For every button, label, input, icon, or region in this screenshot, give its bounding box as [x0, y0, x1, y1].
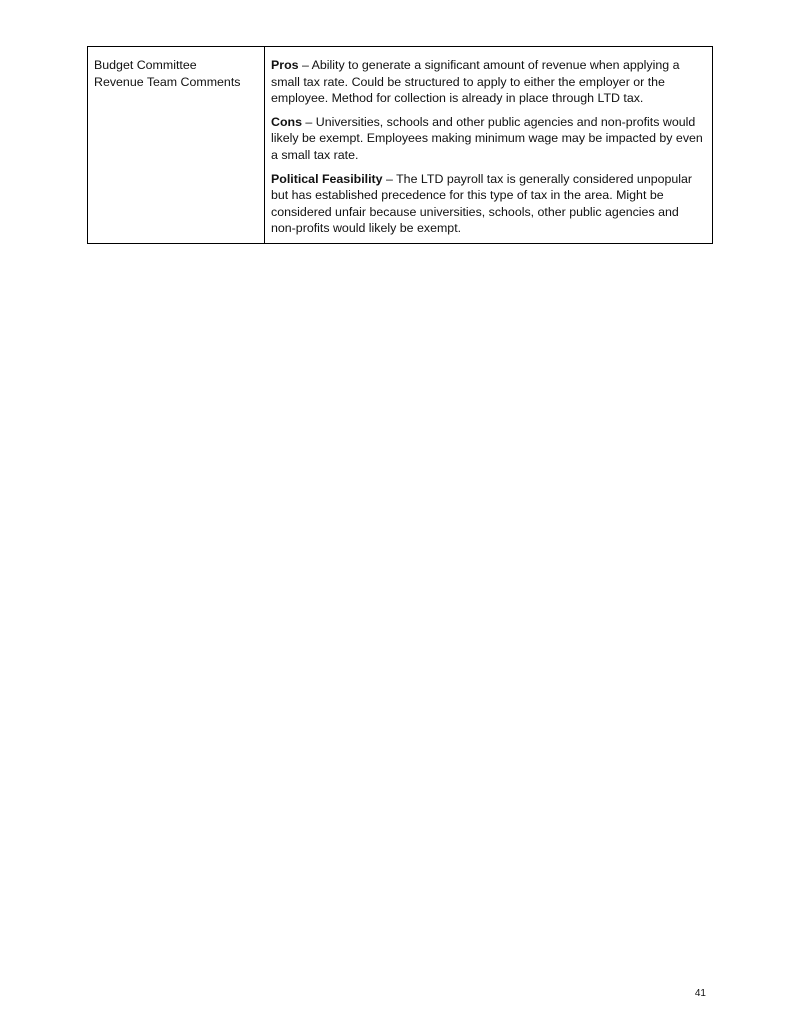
row-label-line-2: Revenue Team Comments [94, 74, 241, 89]
page-number: 41 [694, 988, 706, 999]
cons-text: – Universities, schools and other public agencies and non-profits would likely be exempt. Employees making minimum wage may be impacted by even a small tax rate. [271, 114, 703, 162]
cons-paragraph [271, 114, 703, 164]
comments-cell [265, 47, 713, 244]
row-label-line-1: Budget Committee [94, 58, 197, 72]
cons-heading: Cons [271, 114, 302, 129]
row-label-cell [88, 47, 265, 244]
pros-text: – Ability to generate a significant amount of revenue when applying a small tax rate. Could be structured to apply to either the employer or the employee. Method for collection is already in place through LTD tax. [271, 58, 680, 106]
political-feasibility-text: – The LTD payroll tax is generally considered unpopular but has established precedence for this type of tax in the area. Might be considered unfair because universities, schools, other public agencies and non-profits would likely be exempt. [271, 171, 693, 236]
pros-heading: Pros [271, 58, 299, 72]
political-feasibility-paragraph [271, 171, 703, 237]
revenue-comments-table [87, 46, 713, 244]
political-feasibility-heading: Political Feasibility [271, 171, 383, 186]
table-row [88, 47, 713, 244]
pros-paragraph [271, 57, 703, 107]
